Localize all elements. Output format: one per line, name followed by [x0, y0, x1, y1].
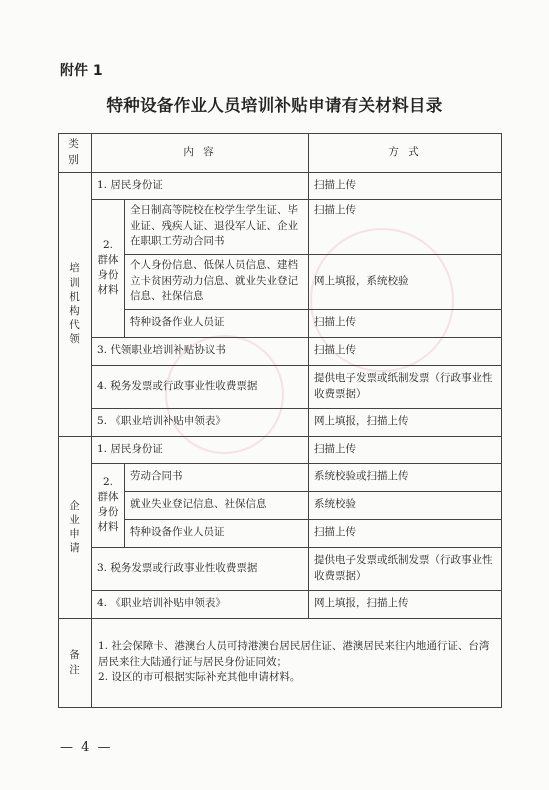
table-row	[59, 337, 502, 365]
table-header-row	[59, 134, 502, 173]
content-cell: 4. 税务发票或行政事业性收费票据	[92, 365, 309, 408]
method-cell: 扫描上传	[309, 519, 502, 547]
group-label-cell: 2. 群体身份材料	[92, 199, 125, 337]
content-cell: 1. 居民身份证	[92, 436, 309, 463]
table-row	[59, 254, 502, 309]
attachment-label: 附件 1	[60, 63, 103, 79]
note-line: 2. 设区的市可根据实际补充其他申请材料。	[98, 671, 301, 684]
method-cell: 网上填报，扫描上传	[309, 590, 502, 618]
content-cell: 3. 税务发票或行政事业性收费票据	[92, 547, 309, 590]
header-method: 方 式	[309, 134, 502, 173]
method-cell: 提供电子发票或纸制发票（行政事业性收费票据）	[309, 365, 502, 408]
table-row	[59, 365, 502, 408]
header-content: 内 容	[92, 134, 309, 173]
category-cell: 培训机构代领	[59, 172, 92, 436]
notes-category-cell: 备注	[59, 618, 92, 707]
content-cell: 特种设备作业人员证	[125, 519, 309, 547]
table-row	[59, 590, 502, 618]
table-row	[59, 436, 502, 463]
notes-cell	[92, 618, 502, 707]
table-row	[59, 309, 502, 337]
table-row	[59, 463, 502, 491]
method-cell: 扫描上传	[309, 172, 502, 199]
method-cell: 提供电子发票或纸制发票（行政事业性收费票据）	[309, 547, 502, 590]
method-cell: 系统校验或扫描上传	[309, 463, 502, 491]
content-cell: 个人身份信息、低保人员信息、建档立卡贫困劳动力信息、就业失业登记信息、社保信息	[125, 254, 309, 309]
table-row	[59, 172, 502, 199]
method-cell: 扫描上传	[309, 309, 502, 337]
method-cell: 扫描上传	[309, 337, 502, 365]
notes-row	[59, 618, 502, 707]
method-cell: 扫描上传	[309, 436, 502, 463]
materials-table	[58, 133, 502, 708]
table-row	[59, 199, 502, 254]
document-title: 特种设备作业人员培训补贴申请有关材料目录	[106, 96, 443, 115]
content-cell: 全日制高等院校在校学生学生证、毕业证、残疾人证、退役军人证、企业在职职工劳动合同书	[125, 199, 309, 254]
content-cell: 特种设备作业人员证	[125, 309, 309, 337]
content-cell: 3. 代领职业培训补贴协议书	[92, 337, 309, 365]
content-cell: 就业失业登记信息、社保信息	[125, 491, 309, 519]
content-cell: 劳动合同书	[125, 463, 309, 491]
method-cell: 扫描上传	[309, 199, 502, 254]
method-cell: 网上填报，扫描上传	[309, 408, 502, 436]
content-cell: 1. 居民身份证	[92, 172, 309, 199]
table-row	[59, 491, 502, 519]
method-cell: 系统校验	[309, 491, 502, 519]
category-cell: 企业申请	[59, 436, 92, 618]
content-cell: 4. 《职业培训补贴申领表》	[92, 590, 309, 618]
method-cell: 网上填报，系统校验	[309, 254, 502, 309]
header-category: 类别	[59, 134, 92, 173]
page-number: — 4 —	[60, 740, 113, 755]
group-label-cell: 2. 群体身份材料	[92, 463, 125, 547]
table-row	[59, 547, 502, 590]
table-row	[59, 408, 502, 436]
note-line: 1. 社会保障卡、港澳台人员可持港澳台居民居住证、港澳居民来往内地通行证、台湾居民来往大陆通行证与居民身份证同效；	[98, 639, 490, 668]
content-cell: 5. 《职业培训补贴申领表》	[92, 408, 309, 436]
table-row	[59, 519, 502, 547]
